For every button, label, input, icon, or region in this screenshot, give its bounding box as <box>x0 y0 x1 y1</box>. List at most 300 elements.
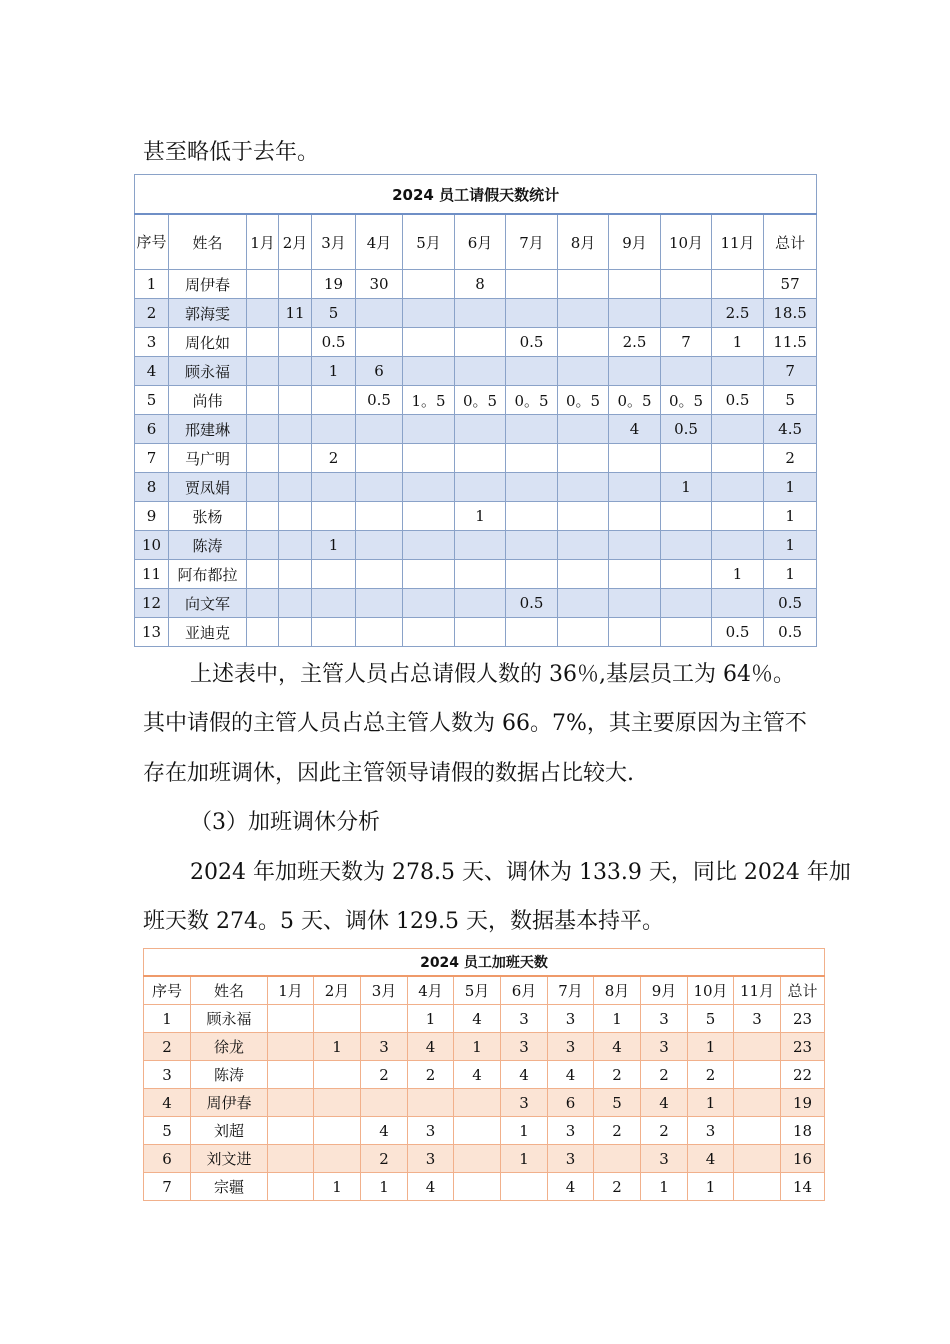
table-row <box>135 531 817 560</box>
table-cell <box>268 1173 314 1201</box>
table-cell <box>356 531 403 560</box>
table-cell: 8 <box>135 473 169 502</box>
employee-name-cell: 刘超 <box>191 1117 268 1145</box>
table-cell <box>455 618 506 647</box>
table-cell: 0。5 <box>558 386 609 415</box>
table-cell: 10 <box>135 531 169 560</box>
table-cell: 1 <box>764 502 817 531</box>
table-cell: 4 <box>548 1173 594 1201</box>
table-cell: 3 <box>641 1145 688 1173</box>
column-header: 3月 <box>312 214 356 270</box>
table-cell <box>247 328 279 357</box>
table-cell: 16 <box>781 1145 825 1173</box>
column-header: 10月 <box>661 214 712 270</box>
table-cell: 3 <box>361 1033 408 1061</box>
table-row <box>135 386 817 415</box>
table-cell <box>609 560 661 589</box>
column-header: 2月 <box>314 976 361 1005</box>
column-header: 9月 <box>609 214 661 270</box>
table-cell: 2.5 <box>609 328 661 357</box>
paragraph-supervisor-ratio: 上述表中，主管人员占总请假人数的 36％,基层员工为 64％。 <box>190 662 795 687</box>
column-header: 8月 <box>558 214 609 270</box>
paragraph-intro: 甚至略低于去年。 <box>143 140 320 165</box>
table-cell <box>712 473 764 502</box>
table-cell <box>312 618 356 647</box>
table-cell: 6 <box>144 1145 191 1173</box>
column-header: 6月 <box>501 976 548 1005</box>
header-row <box>135 214 817 270</box>
table-cell: 9 <box>135 502 169 531</box>
column-header: 4月 <box>356 214 403 270</box>
table-cell <box>734 1145 781 1173</box>
table-cell <box>268 1089 314 1117</box>
employee-name-cell: 亚迪克 <box>169 618 247 647</box>
table-cell <box>609 299 661 328</box>
table-cell <box>279 473 312 502</box>
table-cell <box>403 473 455 502</box>
table-cell: 1 <box>314 1173 361 1201</box>
table-cell: 0。5 <box>661 386 712 415</box>
table-cell <box>247 415 279 444</box>
table-cell: 5 <box>312 299 356 328</box>
table-cell: 5 <box>688 1005 734 1033</box>
table-cell: 23 <box>781 1033 825 1061</box>
overtime-table-title: 2024 员工加班天数 <box>144 949 825 977</box>
column-header: 姓名 <box>191 976 268 1005</box>
table-cell: 7 <box>135 444 169 473</box>
table-cell <box>558 560 609 589</box>
employee-name-cell: 徐龙 <box>191 1033 268 1061</box>
table-cell: 4 <box>641 1089 688 1117</box>
table-cell: 1 <box>312 531 356 560</box>
column-header: 姓名 <box>169 214 247 270</box>
table-cell: 1 <box>135 270 169 299</box>
table-cell <box>506 560 558 589</box>
table-cell: 57 <box>764 270 817 299</box>
table-cell <box>403 415 455 444</box>
table-cell <box>712 502 764 531</box>
employee-name-cell: 邢建琳 <box>169 415 247 444</box>
table-cell <box>356 415 403 444</box>
table-cell <box>247 299 279 328</box>
table-cell: 4 <box>594 1033 641 1061</box>
table-cell: 13 <box>135 618 169 647</box>
table-cell: 7 <box>661 328 712 357</box>
table-row <box>135 444 817 473</box>
table-cell: 0.5 <box>661 415 712 444</box>
table-cell <box>279 270 312 299</box>
table-row <box>135 589 817 618</box>
overtime-days-table <box>143 948 825 1201</box>
table-cell <box>455 531 506 560</box>
table-cell: 4 <box>688 1145 734 1173</box>
table-cell <box>454 1089 501 1117</box>
table-cell <box>661 502 712 531</box>
table-cell: 8 <box>455 270 506 299</box>
table-cell <box>455 444 506 473</box>
table-cell <box>403 357 455 386</box>
table-cell: 1 <box>688 1033 734 1061</box>
table-cell: 1 <box>408 1005 454 1033</box>
table-cell <box>454 1117 501 1145</box>
table-cell: 1 <box>312 357 356 386</box>
employee-name-cell: 宗疆 <box>191 1173 268 1201</box>
table-cell: 4 <box>609 415 661 444</box>
table-cell <box>506 618 558 647</box>
table-cell <box>506 299 558 328</box>
table-cell: 0。5 <box>455 386 506 415</box>
table-cell: 0.5 <box>764 618 817 647</box>
table-cell <box>403 589 455 618</box>
paragraph-overtime-compare: 班天数 274。5 天、调休 129.5 天，数据基本持平。 <box>143 909 664 934</box>
table-cell <box>609 618 661 647</box>
table-cell: 1。5 <box>403 386 455 415</box>
table-cell <box>661 589 712 618</box>
table-cell <box>558 415 609 444</box>
table-cell <box>506 531 558 560</box>
table-cell: 3 <box>408 1145 454 1173</box>
employee-name-cell: 周伊春 <box>191 1089 268 1117</box>
table-cell <box>279 357 312 386</box>
table-cell <box>312 589 356 618</box>
table-cell <box>403 328 455 357</box>
table-cell <box>661 299 712 328</box>
employee-name-cell: 刘文进 <box>191 1145 268 1173</box>
table-cell: 2 <box>641 1061 688 1089</box>
table-cell: 11 <box>279 299 312 328</box>
table-cell <box>247 444 279 473</box>
table-cell <box>712 357 764 386</box>
table-cell <box>314 1061 361 1089</box>
table-cell: 4 <box>408 1173 454 1201</box>
table-cell <box>247 589 279 618</box>
table-cell: 5 <box>144 1117 191 1145</box>
table-cell <box>558 473 609 502</box>
table-cell: 0.5 <box>764 589 817 618</box>
table-cell: 0.5 <box>312 328 356 357</box>
table-cell <box>247 560 279 589</box>
table-cell: 3 <box>135 328 169 357</box>
table-cell: 1 <box>764 531 817 560</box>
column-header: 7月 <box>506 214 558 270</box>
table-cell <box>268 1117 314 1145</box>
table-cell <box>661 531 712 560</box>
table-cell: 1 <box>501 1117 548 1145</box>
table-cell: 3 <box>641 1033 688 1061</box>
table-cell: 23 <box>781 1005 825 1033</box>
column-header: 序号 <box>135 214 169 270</box>
table-cell: 7 <box>764 357 817 386</box>
table-cell <box>361 1089 408 1117</box>
table-cell: 30 <box>356 270 403 299</box>
table-cell <box>356 299 403 328</box>
table-cell: 2 <box>408 1061 454 1089</box>
table-cell <box>356 618 403 647</box>
table-cell <box>356 473 403 502</box>
employee-name-cell: 陈涛 <box>169 531 247 560</box>
table-row <box>135 270 817 299</box>
table-cell <box>712 589 764 618</box>
column-header: 5月 <box>403 214 455 270</box>
table-cell <box>312 386 356 415</box>
table-cell <box>558 444 609 473</box>
table-cell: 4 <box>408 1033 454 1061</box>
table-cell: 18 <box>781 1117 825 1145</box>
table-cell <box>268 1061 314 1089</box>
table-cell <box>558 328 609 357</box>
column-header: 总计 <box>781 976 825 1005</box>
table-cell <box>609 531 661 560</box>
table-cell <box>403 444 455 473</box>
paragraph-overtime-stats: 2024 年加班天数为 278.5 天、调休为 133.9 天，同比 2024 年加 <box>190 860 851 885</box>
table-row <box>144 1005 825 1033</box>
table-cell <box>279 531 312 560</box>
column-header: 8月 <box>594 976 641 1005</box>
table-cell: 2 <box>594 1173 641 1201</box>
table-cell: 2 <box>361 1061 408 1089</box>
employee-name-cell: 马广明 <box>169 444 247 473</box>
table-row <box>135 328 817 357</box>
table-cell: 2 <box>135 299 169 328</box>
table-row <box>135 560 817 589</box>
table-cell <box>506 444 558 473</box>
table-cell <box>314 1089 361 1117</box>
table-cell <box>247 531 279 560</box>
table-cell <box>403 531 455 560</box>
table-cell: 3 <box>734 1005 781 1033</box>
table-cell: 19 <box>781 1089 825 1117</box>
table-cell <box>356 502 403 531</box>
column-header: 11月 <box>734 976 781 1005</box>
table-cell <box>506 502 558 531</box>
table-cell <box>609 473 661 502</box>
table-cell: 1 <box>361 1173 408 1201</box>
table-cell <box>268 1145 314 1173</box>
table-row <box>144 1089 825 1117</box>
table-cell <box>356 444 403 473</box>
table-cell <box>268 1033 314 1061</box>
table-cell <box>558 270 609 299</box>
table-cell <box>506 473 558 502</box>
column-header: 10月 <box>688 976 734 1005</box>
table-cell: 3 <box>501 1033 548 1061</box>
table-cell: 3 <box>548 1033 594 1061</box>
table-cell <box>455 560 506 589</box>
table-cell <box>279 502 312 531</box>
employee-name-cell: 顾永福 <box>169 357 247 386</box>
table-cell: 0.5 <box>712 618 764 647</box>
table-cell: 1 <box>501 1145 548 1173</box>
table-row <box>144 1173 825 1201</box>
table-cell: 3 <box>408 1117 454 1145</box>
table-cell: 1 <box>314 1033 361 1061</box>
table-cell <box>314 1117 361 1145</box>
table-cell <box>455 299 506 328</box>
table-cell <box>408 1089 454 1117</box>
table-cell: 1 <box>594 1005 641 1033</box>
table-cell: 18.5 <box>764 299 817 328</box>
table-row <box>135 618 817 647</box>
leave-days-table <box>134 174 817 647</box>
table-cell <box>594 1145 641 1173</box>
table-cell <box>455 357 506 386</box>
column-header: 4月 <box>408 976 454 1005</box>
table-cell <box>506 415 558 444</box>
column-header: 3月 <box>361 976 408 1005</box>
column-header: 序号 <box>144 976 191 1005</box>
table-cell: 11.5 <box>764 328 817 357</box>
table-cell <box>558 299 609 328</box>
table-cell <box>356 589 403 618</box>
table-cell <box>455 328 506 357</box>
table-cell <box>661 444 712 473</box>
table-row <box>144 1061 825 1089</box>
table-cell: 14 <box>781 1173 825 1201</box>
table-cell: 1 <box>455 502 506 531</box>
column-header: 6月 <box>455 214 506 270</box>
table-cell: 1 <box>688 1173 734 1201</box>
table-cell <box>734 1033 781 1061</box>
table-cell <box>314 1005 361 1033</box>
table-cell: 2.5 <box>712 299 764 328</box>
column-header: 9月 <box>641 976 688 1005</box>
column-header: 11月 <box>712 214 764 270</box>
table-cell <box>356 560 403 589</box>
table-cell <box>455 415 506 444</box>
table-cell <box>558 618 609 647</box>
table-cell: 4 <box>135 357 169 386</box>
table-cell: 0.5 <box>356 386 403 415</box>
table-cell: 3 <box>641 1005 688 1033</box>
table-cell: 0.5 <box>712 386 764 415</box>
table-cell: 5 <box>594 1089 641 1117</box>
table-row <box>135 473 817 502</box>
table-cell <box>609 589 661 618</box>
table-cell <box>403 502 455 531</box>
table-cell <box>455 589 506 618</box>
table-cell: 4 <box>144 1089 191 1117</box>
table-cell <box>455 473 506 502</box>
table-row <box>135 357 817 386</box>
employee-name-cell: 陈涛 <box>191 1061 268 1089</box>
table-cell <box>712 270 764 299</box>
table-cell <box>558 589 609 618</box>
table-cell <box>661 560 712 589</box>
table-cell: 11 <box>135 560 169 589</box>
table-row <box>144 1117 825 1145</box>
table-cell <box>314 1145 361 1173</box>
table-cell: 1 <box>454 1033 501 1061</box>
column-header: 2月 <box>279 214 312 270</box>
paragraph-reason: 存在加班调休，因此主管领导请假的数据占比较大. <box>143 761 634 786</box>
employee-name-cell: 贾凤娟 <box>169 473 247 502</box>
paragraph-supervisor-detail: 其中请假的主管人员占总主管人数为 66。7%，其主要原因为主管不 <box>143 711 807 736</box>
table-cell <box>558 531 609 560</box>
table-cell <box>609 444 661 473</box>
table-cell <box>356 328 403 357</box>
table-cell: 2 <box>764 444 817 473</box>
table-cell: 3 <box>548 1005 594 1033</box>
employee-name-cell: 向文军 <box>169 589 247 618</box>
table-cell <box>734 1061 781 1089</box>
table-cell: 1 <box>764 473 817 502</box>
table-cell <box>734 1173 781 1201</box>
employee-name-cell: 阿布都拉 <box>169 560 247 589</box>
table-cell <box>403 618 455 647</box>
section-heading-overtime: （3）加班调休分析 <box>190 810 380 835</box>
table-cell: 5 <box>764 386 817 415</box>
table-cell: 0.5 <box>506 589 558 618</box>
table-cell: 3 <box>688 1117 734 1145</box>
table-cell <box>506 270 558 299</box>
table-cell <box>506 357 558 386</box>
table-cell <box>661 357 712 386</box>
table-cell: 4 <box>548 1061 594 1089</box>
table-cell <box>312 560 356 589</box>
table-cell: 4 <box>501 1061 548 1089</box>
leave-table-title: 2024 员工请假天数统计 <box>135 175 817 215</box>
table-cell <box>268 1005 314 1033</box>
table-cell <box>279 415 312 444</box>
table-cell: 3 <box>501 1005 548 1033</box>
table-cell: 6 <box>135 415 169 444</box>
table-cell: 4 <box>454 1005 501 1033</box>
employee-name-cell: 顾永福 <box>191 1005 268 1033</box>
table-cell <box>609 357 661 386</box>
table-cell <box>279 618 312 647</box>
employee-name-cell: 尚伟 <box>169 386 247 415</box>
table-cell: 1 <box>641 1173 688 1201</box>
table-cell: 19 <box>312 270 356 299</box>
table-cell <box>501 1173 548 1201</box>
table-cell <box>712 444 764 473</box>
table-cell: 2 <box>641 1117 688 1145</box>
table-cell <box>403 299 455 328</box>
table-cell <box>247 618 279 647</box>
table-cell <box>247 270 279 299</box>
table-cell <box>247 386 279 415</box>
table-cell: 4 <box>454 1061 501 1089</box>
table-cell <box>661 270 712 299</box>
table-cell: 6 <box>356 357 403 386</box>
table-cell: 12 <box>135 589 169 618</box>
table-cell <box>247 502 279 531</box>
table-cell <box>734 1089 781 1117</box>
table-cell <box>712 415 764 444</box>
column-header: 总计 <box>764 214 817 270</box>
table-row <box>135 415 817 444</box>
table-cell <box>403 270 455 299</box>
table-cell <box>361 1005 408 1033</box>
table-cell: 7 <box>144 1173 191 1201</box>
table-cell: 1 <box>688 1089 734 1117</box>
table-cell: 2 <box>361 1145 408 1173</box>
table-cell: 6 <box>548 1089 594 1117</box>
table-cell: 2 <box>594 1061 641 1089</box>
table-cell: 3 <box>548 1145 594 1173</box>
table-cell: 2 <box>594 1117 641 1145</box>
table-cell <box>454 1173 501 1201</box>
column-header: 1月 <box>247 214 279 270</box>
table-cell <box>279 386 312 415</box>
table-cell <box>734 1117 781 1145</box>
column-header: 1月 <box>268 976 314 1005</box>
table-cell <box>247 357 279 386</box>
table-cell: 2 <box>688 1061 734 1089</box>
table-cell <box>609 270 661 299</box>
column-header: 7月 <box>548 976 594 1005</box>
table-cell: 3 <box>548 1117 594 1145</box>
